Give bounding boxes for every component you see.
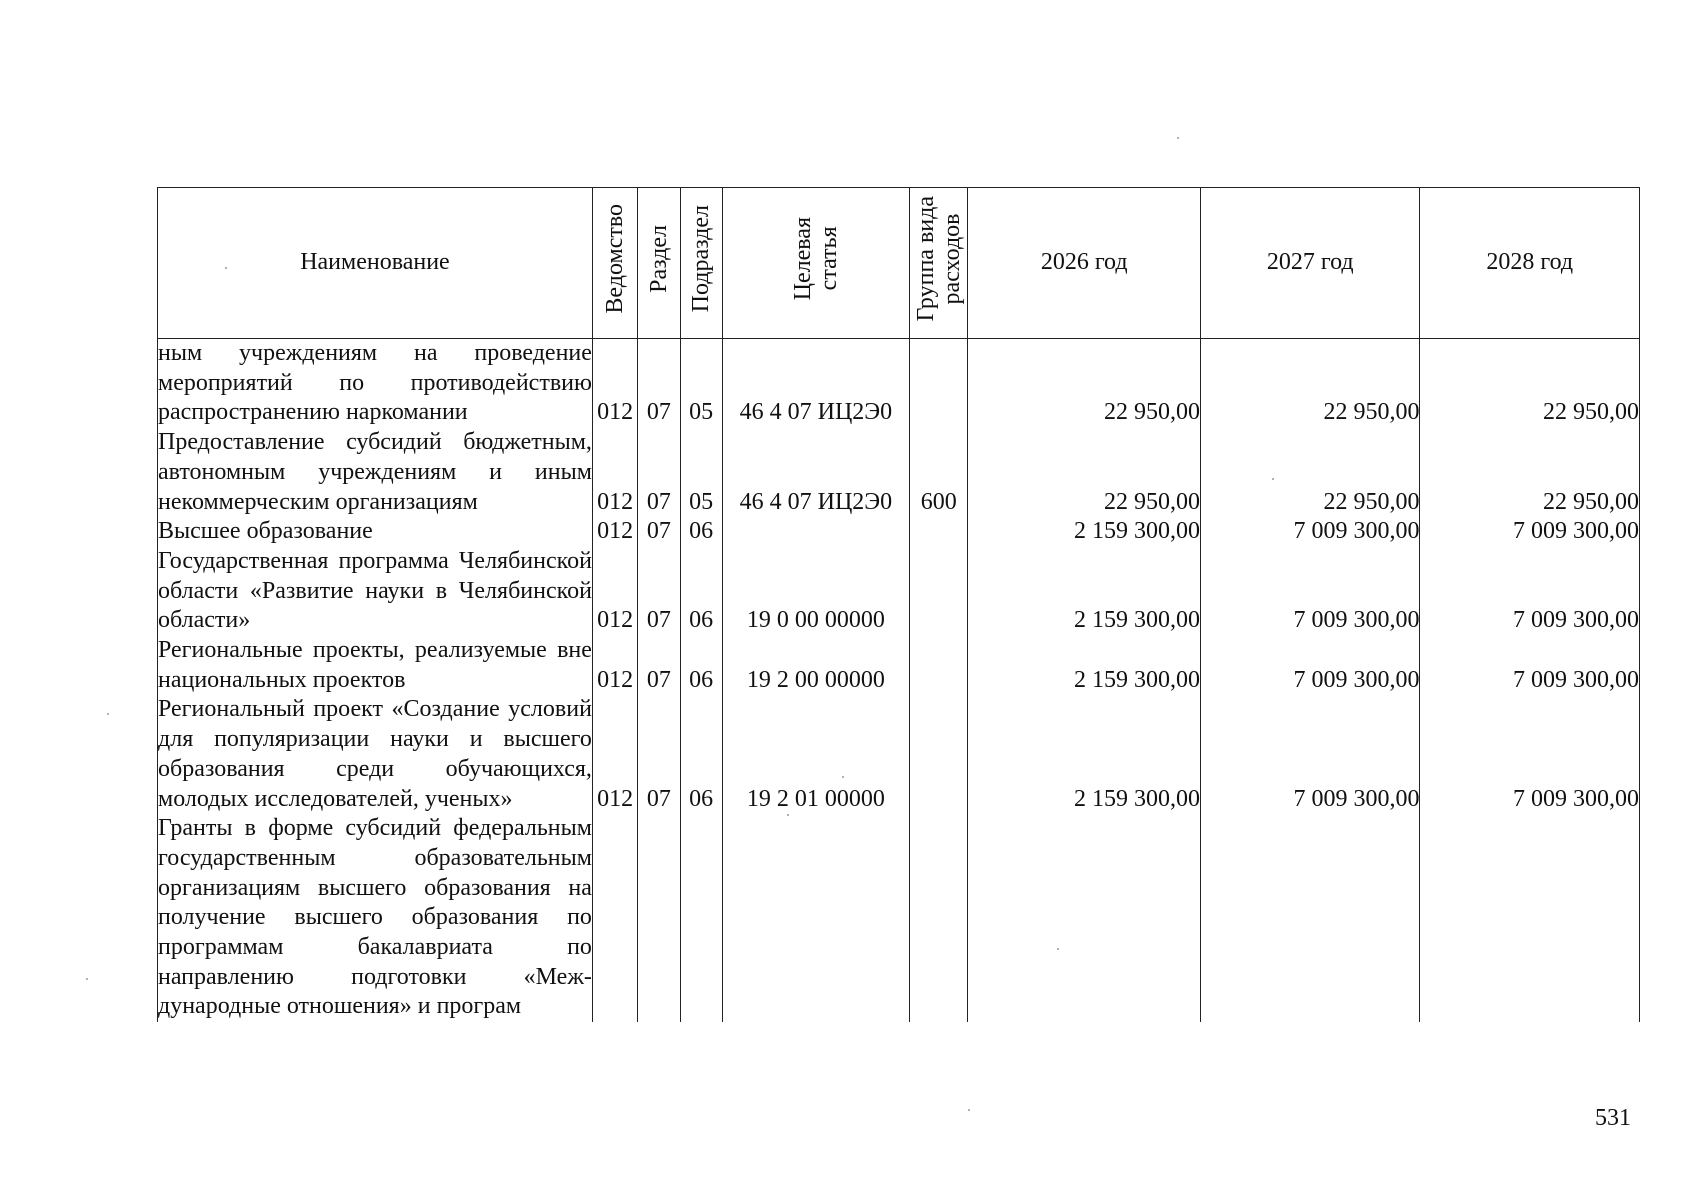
row-amount-2027: 7 009 300,00 <box>1200 695 1419 814</box>
row-target-article <box>722 517 909 547</box>
table-row <box>158 547 1640 636</box>
row-amount-2028 <box>1420 814 1640 1022</box>
row-expense-group <box>910 695 968 814</box>
row-amount-2026: 22 950,00 <box>968 339 1201 429</box>
row-amount-2026 <box>968 814 1201 1022</box>
header-section <box>638 188 680 339</box>
row-amount-2027: 22 950,00 <box>1200 428 1419 517</box>
header-target-line2: статья <box>815 226 842 291</box>
row-amount-2026: 2 159 300,00 <box>968 636 1201 695</box>
row-target-article: 19 2 00 00000 <box>722 636 909 695</box>
header-department <box>592 188 637 339</box>
table-row <box>158 339 1640 429</box>
row-subsection: 06 <box>680 547 722 636</box>
row-name: Гранты в форме субсидий федеральным государственным образовательным организациям высшего образования на получение высшего образования по программам бакалавриата по направлению подготовки «Международные отношения» и програм <box>158 814 593 1022</box>
row-amount-2028: 7 009 300,00 <box>1420 695 1640 814</box>
row-target-article: 19 0 00 00000 <box>722 547 909 636</box>
header-name <box>158 188 593 339</box>
row-expense-group <box>910 339 968 429</box>
scan-speck <box>968 1109 970 1111</box>
row-amount-2026: 22 950,00 <box>968 428 1201 517</box>
row-name: Предоставление субсидий бюджетным, автономным учреждениям и иным некоммерческим организациям <box>158 428 593 517</box>
row-amount-2027: 22 950,00 <box>1200 339 1419 429</box>
row-amount-2028: 7 009 300,00 <box>1420 517 1640 547</box>
table-row <box>158 695 1640 814</box>
row-target-article: 19 2 01 00000 <box>722 695 909 814</box>
row-amount-2028: 7 009 300,00 <box>1420 636 1640 695</box>
row-department: 012 <box>592 428 637 517</box>
row-subsection: 06 <box>680 636 722 695</box>
row-subsection: 06 <box>680 517 722 547</box>
page-number: 531 <box>1595 1105 1631 1131</box>
row-department: 012 <box>592 695 637 814</box>
row-name: Региональный проект «Создание условий для популяризации науки и высшего образования среди обучающихся, молодых исследователей, ученых» <box>158 695 593 814</box>
row-expense-group: 600 <box>910 428 968 517</box>
row-amount-2026: 2 159 300,00 <box>968 517 1201 547</box>
row-section: 07 <box>638 547 680 636</box>
scan-speck <box>86 978 88 980</box>
header-target-article <box>722 188 909 339</box>
header-subsection-label: Подраздел <box>688 204 715 313</box>
row-target-article: 46 4 07 ИЦ2Э0 <box>722 339 909 429</box>
header-year-2027 <box>1200 188 1419 339</box>
table-row <box>158 814 1640 1022</box>
header-year-2028-label: 2028 год <box>1486 249 1574 276</box>
header-section-label: Раздел <box>645 224 672 293</box>
table-row <box>158 517 1640 547</box>
header-subsection <box>680 188 722 339</box>
row-amount-2028: 22 950,00 <box>1420 339 1640 429</box>
row-subsection: 06 <box>680 695 722 814</box>
row-section <box>638 814 680 1022</box>
row-expense-group <box>910 636 968 695</box>
table-row <box>158 428 1640 517</box>
row-amount-2027: 7 009 300,00 <box>1200 517 1419 547</box>
row-department: 012 <box>592 517 637 547</box>
row-amount-2028: 7 009 300,00 <box>1420 547 1640 636</box>
row-section: 07 <box>638 428 680 517</box>
row-department: 012 <box>592 636 637 695</box>
row-expense-group <box>910 547 968 636</box>
row-name: ным учреждениям на проведение мероприятий по противодействию распространению наркомании <box>158 339 593 429</box>
row-amount-2026: 2 159 300,00 <box>968 695 1201 814</box>
row-amount-2028: 22 950,00 <box>1420 428 1640 517</box>
row-expense-group <box>910 814 968 1022</box>
header-year-2026 <box>968 188 1201 339</box>
row-department: 012 <box>592 547 637 636</box>
row-section: 07 <box>638 636 680 695</box>
header-target-line1: Целевая <box>789 216 816 301</box>
row-subsection: 05 <box>680 428 722 517</box>
row-department: 012 <box>592 339 637 429</box>
row-subsection: 05 <box>680 339 722 429</box>
row-name: Государственная программа Челябинской области «Развитие науки в Челябинской области» <box>158 547 593 636</box>
header-year-2027-label: 2027 год <box>1266 249 1354 276</box>
header-year-2028 <box>1420 188 1640 339</box>
scan-speck <box>107 713 109 715</box>
row-section: 07 <box>638 339 680 429</box>
header-group-line2: расходов <box>938 213 965 305</box>
header-name-label: Наименование <box>300 249 450 276</box>
header-target-article-label <box>790 217 842 300</box>
row-section: 07 <box>638 517 680 547</box>
row-name: Региональные проекты, реализуемые вне национальных проектов <box>158 636 593 695</box>
header-expense-group <box>910 188 968 339</box>
row-amount-2026: 2 159 300,00 <box>968 547 1201 636</box>
header-expense-group-label <box>913 196 965 321</box>
header-department-label: Ведомство <box>602 203 629 314</box>
header-year-2026-label: 2026 год <box>1040 249 1128 276</box>
row-subsection <box>680 814 722 1022</box>
budget-table <box>157 187 1640 1022</box>
row-section: 07 <box>638 695 680 814</box>
row-expense-group <box>910 517 968 547</box>
scan-speck <box>1177 137 1179 139</box>
row-amount-2027: 7 009 300,00 <box>1200 636 1419 695</box>
row-target-article <box>722 814 909 1022</box>
table-header-row <box>158 188 1640 339</box>
row-name: Высшее образование <box>158 517 593 547</box>
row-amount-2027 <box>1200 814 1419 1022</box>
header-group-line1: Группа вида <box>912 195 939 322</box>
row-target-article: 46 4 07 ИЦ2Э0 <box>722 428 909 517</box>
row-department <box>592 814 637 1022</box>
row-amount-2027: 7 009 300,00 <box>1200 547 1419 636</box>
table-row <box>158 636 1640 695</box>
